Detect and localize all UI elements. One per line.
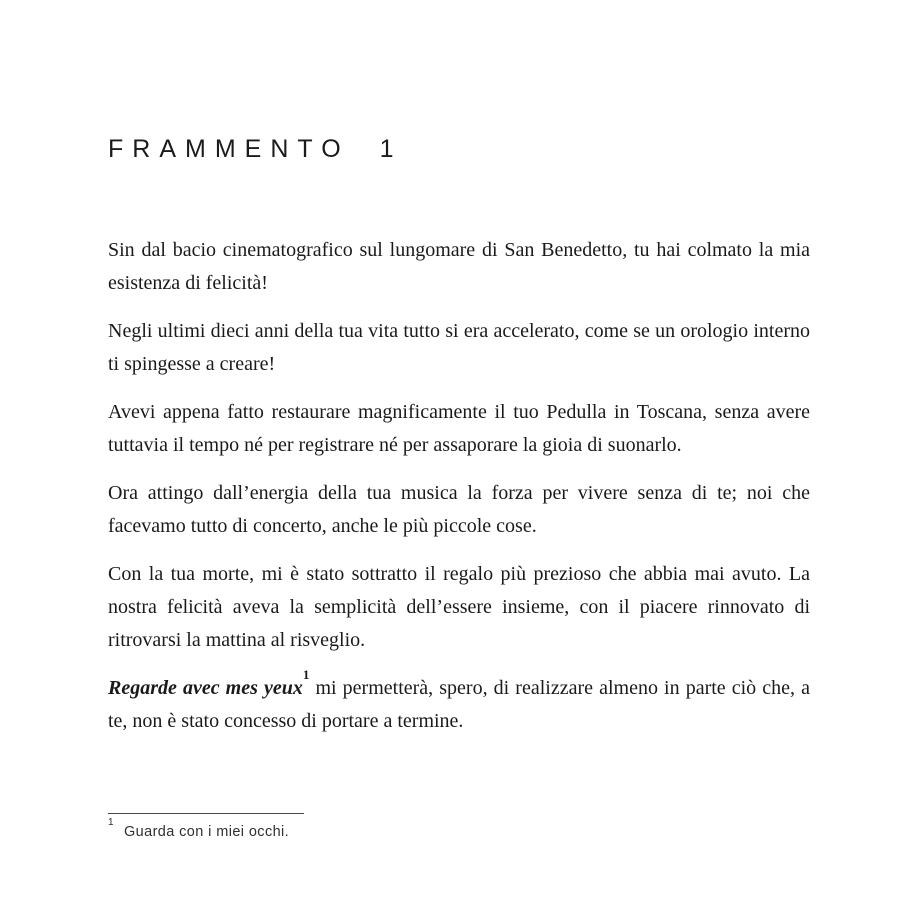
body-text xyxy=(108,234,810,738)
paragraph-2: Negli ultimi dieci anni della tua vita tutto si era accelerato, come se un orologio interno ti spingesse a creare! xyxy=(108,320,810,375)
footnote-divider xyxy=(108,813,304,814)
footnote-area xyxy=(108,813,810,841)
paragraph-6-rest: mi permetterà, spero, di realizzare almeno in parte ciò che, a te, non è stato concesso di portare a termine. xyxy=(108,677,810,732)
paragraph-5: Con la tua morte, mi è stato sottratto il regalo più prezioso che abbia mai avuto. La nostra felicità aveva la semplicità dell’essere insieme, con il piacere rinnovato di ritrovarsi la mattina al risveglio. xyxy=(108,563,810,651)
footnote-reference: 1 xyxy=(302,667,310,683)
paragraph-4: Ora attingo dall’energia della tua musica la forza per vivere senza di te; noi che facevamo tutto di concerto, anche le più piccole cose. xyxy=(108,482,810,537)
footnote-text xyxy=(108,817,810,841)
chapter-heading: FRAMMENTO 1 xyxy=(108,135,403,163)
paragraph-3: Avevi appena fatto restaurare magnificamente il tuo Pedulla in Toscana, senza avere tuttavia il tempo né per registrare né per assaporare la gioia di suonarlo. xyxy=(108,401,810,456)
footnote-marker: 1 xyxy=(108,817,114,829)
paragraph-6-bold-italic-lead: Regarde avec mes yeux xyxy=(108,677,303,699)
paragraph-6 xyxy=(108,667,810,738)
paragraph-1: Sin dal bacio cinematografico sul lungomare di San Benedetto, tu hai colmato la mia esistenza di felicità! xyxy=(108,239,810,294)
footnote-label: Guarda con i miei occhi. xyxy=(123,824,290,840)
